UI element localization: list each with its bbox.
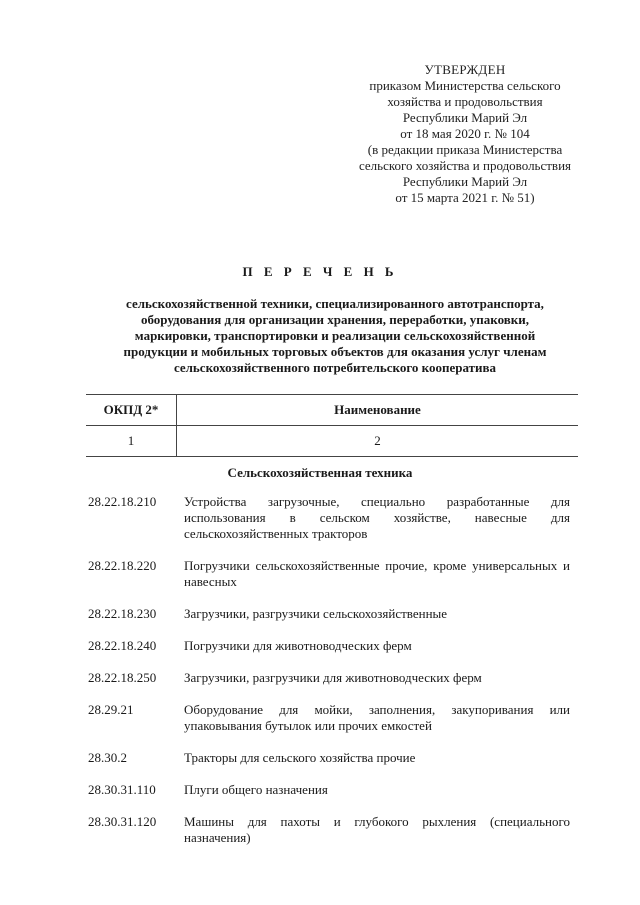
subtitle-line: сельскохозяйственной техники, специализированного автотранспорта, xyxy=(126,296,544,311)
subtitle-line: сельскохозяйственного потребительского кооператива xyxy=(173,360,497,375)
list-item xyxy=(88,782,570,798)
approval-line: от 15 марта 2021 г. № 51) xyxy=(395,190,535,205)
approval-line: Республики Марий Эл xyxy=(402,174,528,189)
item-code: 28.22.18.250 xyxy=(88,670,157,685)
item-code: 28.30.31.120 xyxy=(88,814,157,829)
item-code: 28.30.2 xyxy=(88,750,127,765)
item-code: 28.29.21 xyxy=(88,702,134,717)
document-title: П Е Р Е Ч Е Н Ь xyxy=(242,264,398,279)
item-code: 28.22.18.220 xyxy=(88,558,157,573)
approval-block xyxy=(330,62,600,206)
item-name: Тракторы для сельского хозяйства прочие xyxy=(184,750,416,765)
subtitle-line: оборудования для организации хранения, переработки, упаковки, xyxy=(140,312,530,327)
column-header-name: Наименование xyxy=(334,402,421,417)
list-item xyxy=(88,670,570,686)
item-code: 28.30.31.110 xyxy=(88,782,156,797)
document-subtitle xyxy=(100,296,570,376)
list-item xyxy=(88,558,570,590)
list-item xyxy=(88,606,570,622)
section-title: Сельскохозяйственная техника xyxy=(227,465,413,480)
items-list xyxy=(88,494,570,862)
column-number-2: 2 xyxy=(374,433,381,448)
item-name: Загрузчики, разгрузчики для животноводческих ферм xyxy=(184,670,482,685)
list-item xyxy=(88,494,570,542)
approval-line: от 18 мая 2020 г. № 104 xyxy=(400,126,530,141)
column-number-1: 1 xyxy=(86,426,177,456)
item-code: 28.22.18.210 xyxy=(88,494,157,509)
item-name: Машины для пахоты и глубокого рыхления (специального назначения) xyxy=(184,814,570,845)
item-code: 28.22.18.230 xyxy=(88,606,157,621)
item-name: Погрузчики для животноводческих ферм xyxy=(184,638,412,653)
item-name: Погрузчики сельскохозяйственные прочие, кроме универсальных и навесных xyxy=(184,558,570,589)
column-header-okpd: ОКПД 2* xyxy=(86,395,177,425)
subtitle-line: продукции и мобильных торговых объектов для оказания услуг членам xyxy=(123,344,547,359)
list-item xyxy=(88,750,570,766)
list-item xyxy=(88,702,570,734)
approval-line: (в редакции приказа Министерства xyxy=(367,142,563,157)
list-item xyxy=(88,814,570,846)
list-item xyxy=(88,638,570,654)
approval-line: сельского хозяйства и продовольствия xyxy=(358,158,572,173)
table-number-row xyxy=(86,425,578,456)
approval-line: хозяйства и продовольствия xyxy=(387,94,543,109)
table-header xyxy=(86,394,578,457)
item-name: Устройства загрузочные, специально разработанные для использования в сельском хозяйстве, навесные для сельскохозяйственных тракторов xyxy=(184,494,570,541)
table-header-row xyxy=(86,395,578,425)
approval-line: приказом Министерства сельского xyxy=(369,78,561,93)
subtitle-line: маркировки, транспортировки и реализации сельскохозяйственной xyxy=(134,328,536,343)
approval-title: УТВЕРЖДЕН xyxy=(424,62,506,77)
item-name: Загрузчики, разгрузчики сельскохозяйственные xyxy=(184,606,448,621)
approval-line: Республики Марий Эл xyxy=(402,110,528,125)
item-code: 28.22.18.240 xyxy=(88,638,157,653)
item-name: Плуги общего назначения xyxy=(184,782,328,797)
item-name: Оборудование для мойки, заполнения, закупоривания или упаковывания бутылок или прочих емкостей xyxy=(184,702,570,733)
